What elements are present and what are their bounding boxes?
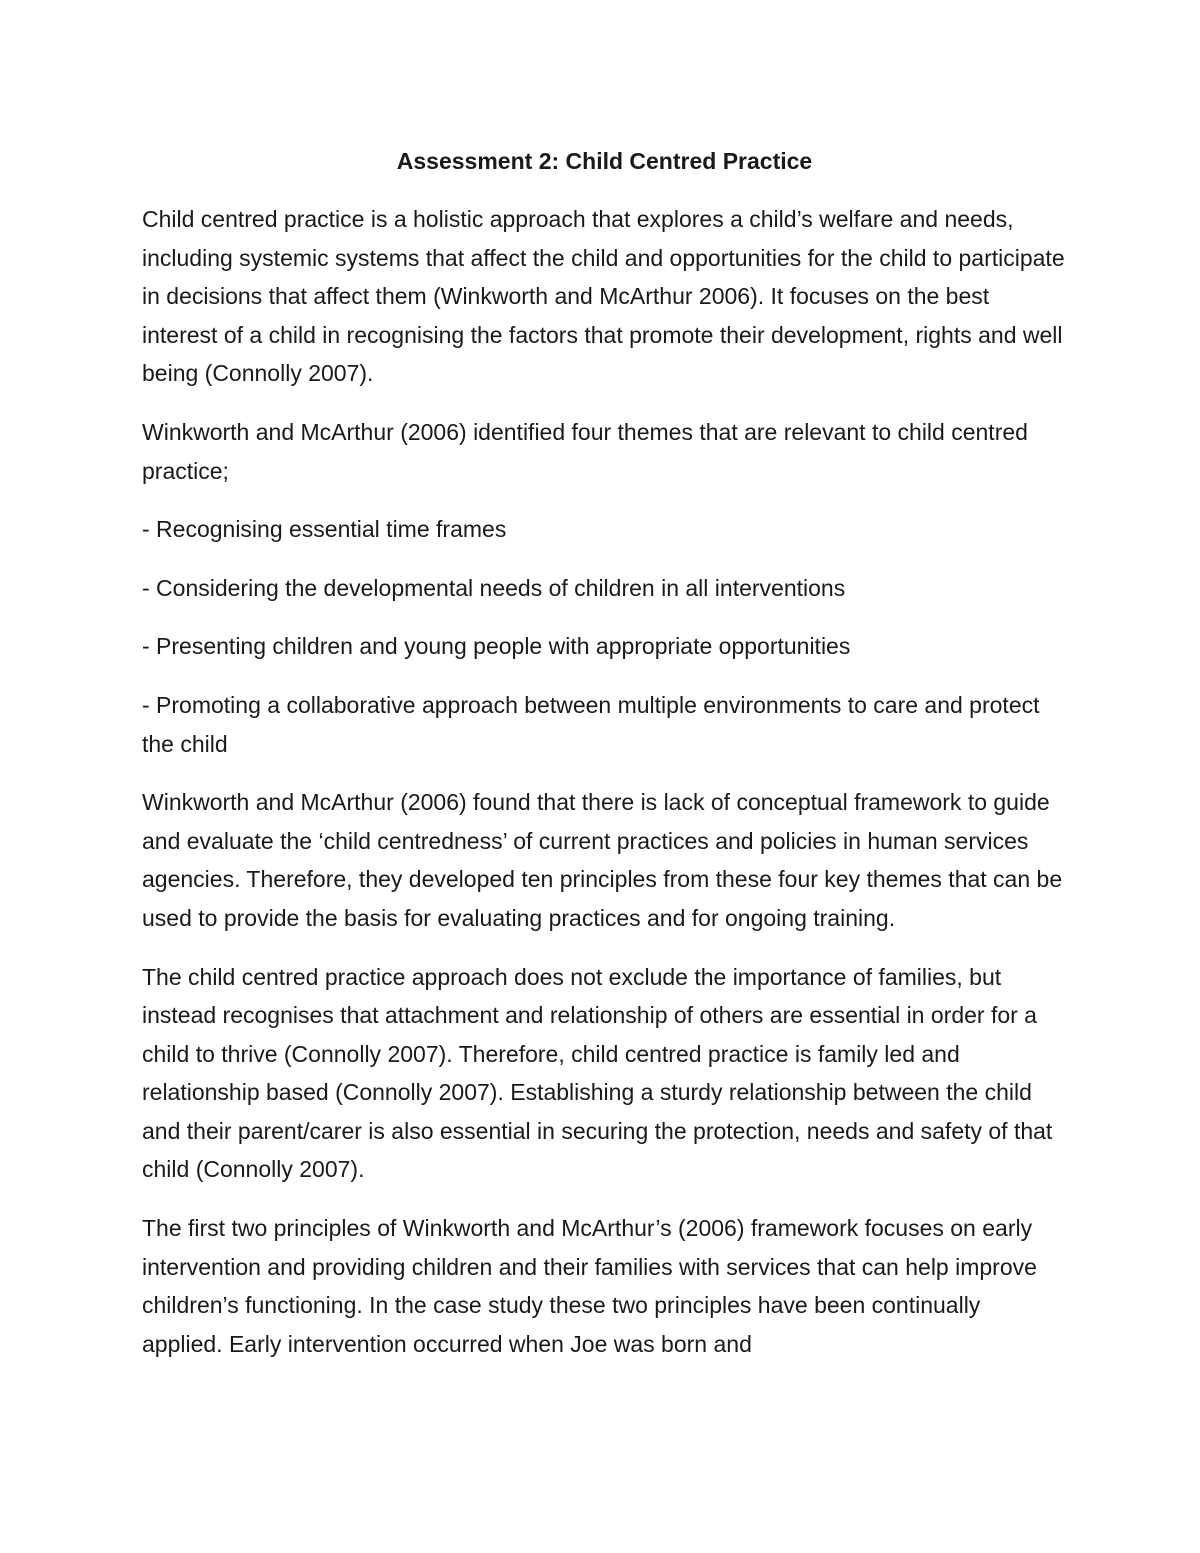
paragraph-framework: Winkworth and McArthur (2006) found that there is lack of conceptual framework to guide and evaluate the ‘child centredness’ of current practices and policies in human services agencies. Therefore, they developed ten principles from these four key themes that can be used to provide the basis for evaluating practices and for ongoing training. <box>142 789 1063 931</box>
paragraph-families: The child centred practice approach does not exclude the importance of families, but instead recognises that attachment and relationship of others are essential in order for a child to thrive (Connolly 2007). Therefore, child centred practice is family led and relationship based (Connolly 2007). Establishing a sturdy relationship between the child and their parent/carer is also essential in securing the protection, needs and safety of that child (Connolly 2007). <box>142 963 1053 1183</box>
paragraph-themes-intro: Winkworth and McArthur (2006) identified four themes that are relevant to child centred practice; <box>142 418 1028 484</box>
document-title: Assessment 2: Child Centred Practice <box>396 148 813 174</box>
theme-bullet: - Promoting a collaborative approach between multiple environments to care and protect the child <box>142 691 1040 757</box>
paragraph-principles: The first two principles of Winkworth and McArthur’s (2006) framework focuses on early intervention and providing children and their families with services that can help improve children’s functioning. In the case study these two principles have been continually applied. Early intervention occurred when Joe was born and <box>142 1215 1037 1357</box>
theme-bullet: - Recognising essential time frames <box>142 516 507 543</box>
theme-bullet: - Presenting children and young people with appropriate opportunities <box>142 633 851 660</box>
paragraph-definition: Child centred practice is a holistic approach that explores a child’s welfare and needs, including systemic systems that affect the child and opportunities for the child to participate in decisions that affect them (Winkworth and McArthur 2006). It focuses on the best interest of a child in recognising the factors that promote their development, rights and well being (Connolly 2007). <box>142 206 1065 387</box>
theme-bullet: - Considering the developmental needs of children in all interventions <box>142 574 846 601</box>
document-body <box>142 142 1067 1383</box>
